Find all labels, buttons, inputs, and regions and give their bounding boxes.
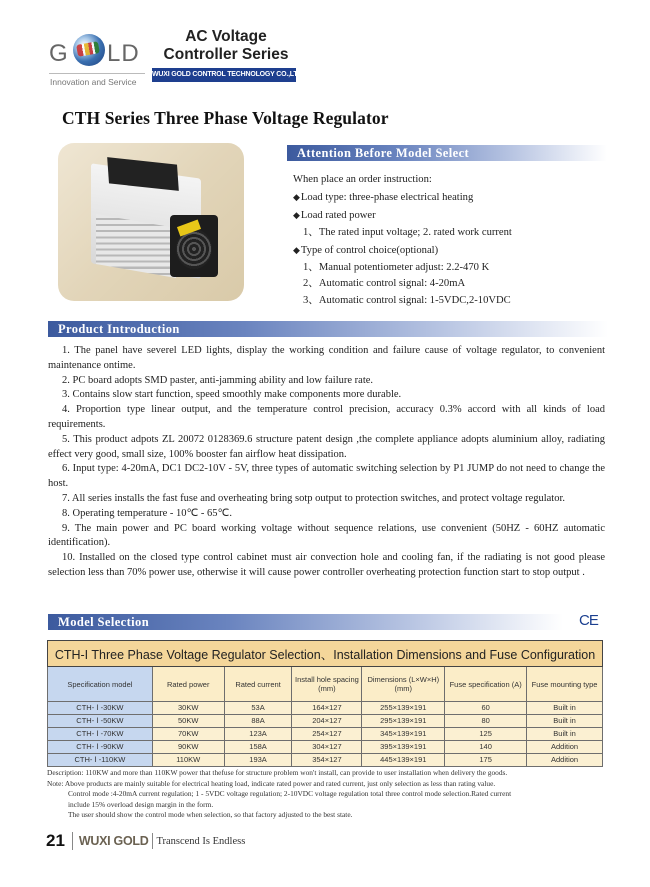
- table-header-row: [48, 667, 603, 702]
- table-cell: 354×127: [292, 754, 362, 767]
- table-cell: 125: [445, 728, 527, 741]
- table-cell: 175: [445, 754, 527, 767]
- column-header: Fuse specification (A): [445, 667, 527, 702]
- table-caption: CTH-I Three Phase Voltage Regulator Selection、Installation Dimensions and Fuse Configuration: [48, 641, 603, 667]
- footer-brand: WUXI GOLD: [78, 834, 149, 848]
- table-cell: 70KW: [152, 728, 224, 741]
- column-header: Dimensions (L×W×H) (mm): [362, 667, 445, 702]
- footer-divider: [152, 833, 153, 849]
- model-cell: CTH- Ⅰ -70KW: [48, 728, 153, 741]
- intro-item: 7. All series installs the fast fuse and overheating bring sotp output to protection switches, and protect voltage regulator.: [62, 492, 566, 504]
- model-cell: CTH- Ⅰ -110KW: [48, 754, 153, 767]
- table-cell: Addition: [527, 741, 603, 754]
- table-cell: 164×127: [292, 702, 362, 715]
- table-cell: 123A: [224, 728, 292, 741]
- table-cell: 304×127: [292, 741, 362, 754]
- globe-flags-icon: [73, 34, 105, 66]
- series-title-line1: AC Voltage: [185, 28, 267, 45]
- introduction-section-header: Product Introduction: [48, 321, 608, 337]
- column-header: Fuse mounting type: [527, 667, 603, 702]
- note-line: Note: Above products are mainly suitable for electrical heating load, indicate rated power and rated current, just only selection as less than rating value.: [47, 778, 496, 788]
- series-title: [156, 28, 296, 64]
- intro-item: 5. This product adpots ZL 20072 0128369.6 structure patent design ,the complete appliance adopts aluminium alloy, radiating effect very good, small size, 100% booster fan airflow heat dissipation.: [48, 433, 605, 460]
- company-name-banner: WUXI GOLD CONTROL TECHNOLOGY CO.,LTD.: [152, 68, 296, 82]
- column-header: Rated current: [224, 667, 292, 702]
- table-cell: 140: [445, 741, 527, 754]
- footer-divider: [72, 832, 73, 850]
- note-line: Control mode :4-20mA current regulation; 1 - 5VDC voltage regulation; 2-10VDC voltage regulation total three control mode selection.Rated current: [68, 789, 512, 798]
- table-cell: 50KW: [152, 715, 224, 728]
- intro-item: 3. Contains slow start function, speed smoothly make components more durable.: [62, 389, 402, 401]
- table-cell: 158A: [224, 741, 292, 754]
- table-cell: 90KW: [152, 741, 224, 754]
- note-line: Description: 110KW and more than 110KW power that thefuse for structure problem won't install, can provide to user installation when delivery the goods.: [47, 768, 508, 777]
- model-cell: CTH- Ⅰ -90KW: [48, 741, 153, 754]
- intro-item: 9. The main power and PC board working voltage without sequence relations, use convenient (50HZ - 60HZ automatic identification).: [48, 522, 605, 549]
- footer-slogan: Transcend Is Endless: [156, 835, 246, 847]
- table-cell: 88A: [224, 715, 292, 728]
- page-number: 21: [46, 831, 65, 850]
- table-cell: 53A: [224, 702, 292, 715]
- model-cell: CTH- Ⅰ -30KW: [48, 702, 153, 715]
- table-row: [48, 702, 603, 715]
- model-cell: CTH- Ⅰ -50KW: [48, 715, 153, 728]
- note-line: include 15% overload design margin in the form.: [68, 799, 214, 809]
- page-title: CTH Series Three Phase Voltage Regulator: [62, 108, 389, 128]
- series-title-line2: Controller Series: [163, 46, 289, 63]
- attention-item: ◆ Load type: three-phase electrical heating: [293, 189, 512, 207]
- table-cell: Built in: [527, 702, 603, 715]
- attention-section-header: Attention Before Model Select: [287, 145, 607, 161]
- attention-intro: When place an order instruction:: [293, 174, 432, 185]
- intro-item: 4. Proportion type linear output, and the temperature control precision, accuracy 0.3% accord with all kinds of load requirements.: [48, 404, 605, 430]
- intro-item: 6. Input type: 4-20mA, DC1 DC2-10V - 5V, three types of automatic switching selection by P1 JUMP do not need to change the host.: [48, 463, 605, 490]
- column-header: Specification model: [48, 667, 153, 702]
- attention-subitem: 2、Automatic control signal: 4-20mA: [303, 278, 466, 290]
- attention-subitem: 3、Automatic control signal: 1-5VDC,2-10VDC: [303, 295, 511, 307]
- table-cell: Built in: [527, 715, 603, 728]
- table-row: [48, 741, 603, 754]
- table-cell: 30KW: [152, 702, 224, 715]
- attention-item: ◆ Type of control choice(optional): [293, 242, 512, 260]
- table-notes: [47, 768, 607, 821]
- attention-list: [293, 172, 512, 310]
- table-cell: 80: [445, 715, 527, 728]
- intro-item: 10. Installed on the closed type control cabinet must air convection hole and cooling fan, if the radiating is not good please selection less than 70% power use, otherwise it will cause power controller overheating protection function start to stop output .: [48, 552, 605, 578]
- intro-item: 8. Operating temperature - 10℃ - 65℃.: [62, 507, 232, 519]
- logo-tagline: Innovation and Service: [50, 77, 137, 87]
- logo-divider: [49, 73, 145, 74]
- table-row: [48, 754, 603, 767]
- table-cell: 204×127: [292, 715, 362, 728]
- table-cell: 193A: [224, 754, 292, 767]
- table-cell: 395×139×191: [362, 741, 445, 754]
- logo-letters-ld: LD: [107, 40, 140, 67]
- table-row: [48, 715, 603, 728]
- table-cell: 110KW: [152, 754, 224, 767]
- intro-item: 2. PC board adopts SMD paster, anti-jamming ability and low failure rate.: [62, 374, 374, 386]
- model-selection-section-header: Model Selection: [48, 614, 563, 630]
- company-logo: [47, 30, 147, 88]
- attention-subitem: 1、The rated input voltage; 2. rated work current: [303, 226, 512, 238]
- attention-item: ◆ Load rated power: [293, 207, 512, 225]
- model-selection-table: [47, 640, 603, 767]
- table-cell: Addition: [527, 754, 603, 767]
- page-footer: [46, 831, 245, 851]
- product-image: [58, 143, 244, 301]
- table-cell: 254×127: [292, 728, 362, 741]
- column-header: Rated power: [152, 667, 224, 702]
- table-row: [48, 728, 603, 741]
- intro-item: 1. The panel have severel LED lights, display the working condition and failure cause of voltage regulator, to convenient maintenance ontime.: [48, 345, 605, 371]
- column-header: Install hole spacing (mm): [292, 667, 362, 702]
- table-cell: 295×139×191: [362, 715, 445, 728]
- table-cell: 445×139×191: [362, 754, 445, 767]
- table-cell: Built in: [527, 728, 603, 741]
- ce-certification-icon: CE: [579, 612, 598, 629]
- attention-subitem: 1、Manual potentiometer adjust: 2.2-470 K: [303, 261, 490, 273]
- note-line: The user should show the control mode when selection, so that factory adjusted to the best state.: [68, 810, 353, 819]
- logo-letter-g: G: [49, 40, 69, 67]
- table-cell: 255×139×191: [362, 702, 445, 715]
- table-cell: 60: [445, 702, 527, 715]
- introduction-list: [48, 344, 605, 581]
- table-cell: 345×139×191: [362, 728, 445, 741]
